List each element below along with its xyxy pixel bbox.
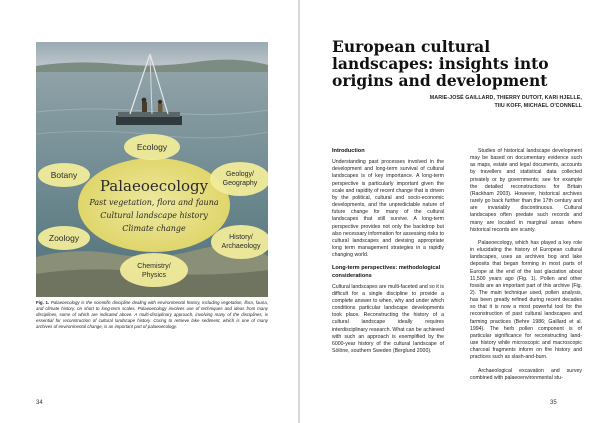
text-column-2	[470, 148, 582, 388]
paragraph: Understanding past processes involved in the development and long-term survival of cultural landscapes is of key importance. A long-term perspective is particularly important given the scale and rapidity of recent change that is driven by the political, cultural and socio-economic developments, and the unpredictable nature of future change for many of the cultural landscapes that still survive. A long-term perspective provides not only the backdrop but also necessary information for assessing risks to cultural landscapes and devising appropriate long term management strategies in a rapidly changing world.	[332, 159, 444, 259]
diagram-label-history: History/	[229, 234, 253, 241]
paragraph: Cultural landscapes are multi-faceted and so it is difficult for a single discipline to provide a complete answer to when, why and under which conditions particular landscape developments took place. Reconstructing the history of a cultural landscape ideally requires interdisciplinary research. What can be achieved with such an approach is exemplified by the 6000-year history of the cultural landscape of Sölöne, southern Sweden (Berglund 2000).	[332, 283, 444, 355]
diagram-label-geography: Geography	[222, 180, 258, 187]
authors-line-2: TIIU KOFF, MICHAEL O'CONNELL	[494, 103, 582, 109]
figure-caption-text: Palaeoecology is the scientific discipline dealing with environmental history, including vegetation, flora, fauna, and climate history, on short to long-term scales. Palaeoecology involves use of techniques and ideas from many disciplines, some of which are indicated above. A multi-disciplinary approach, involving many of the disciplines, is essential for reconstruction of cultural landscape history. Coring to retrieve lake sediment, which is one of many archives of environmental change, is an important part of palaeoecology.	[36, 300, 268, 330]
right-page	[300, 0, 600, 423]
section-heading-methodology: Long-term perspectives: methodological considerations	[332, 265, 441, 279]
paragraph: Archaeological excavation and survey combined with palaeoenvironmental stu-	[470, 367, 582, 381]
section-heading-introduction: Introduction	[332, 148, 365, 154]
authors	[382, 94, 582, 110]
diagram-center-title: Palaeoecology	[99, 177, 209, 195]
page-number-right: 35	[550, 400, 557, 406]
diagram-center-line-1: Past vegetation, flora and fauna	[89, 198, 219, 207]
diagram-label-botany: Botany	[50, 170, 78, 180]
paragraph: Palaeoecology, which has played a key role in elucidating the history of European cultural landscapes, uses as archives bog and lake deposits that began forming in most parts of Europe at the end of the last glaciation about 11,500 years ago (Fig. 1). Pollen and other fossils are an important part of this archive (Fig. 2). The main technique used, pollen analysis, has been greatly refined during recent decades so that it is now a most powerful tool for the reconstruction of past cultural landscapes and farming practices (Behre 1986; Gaillard et al. 1994). The herb pollen component is of particular significance for reconstructing land-use history while microscopic and macroscopic charcoal fragments inform on fire history and practices such as slash-and-burn.	[470, 239, 582, 361]
figure-caption	[36, 300, 268, 330]
diagram-label-zoology: Zoology	[48, 233, 80, 243]
diagram-label-ecology: Ecology	[136, 142, 168, 152]
figure-caption-label: Fig. 1.	[36, 300, 50, 305]
diagram-center-line-3: Climate change	[122, 224, 186, 233]
text-column-1	[332, 148, 444, 361]
authors-line-1: MARIE-JOSÉ GAILLARD, THIERRY DUTOIT, KARI HJELLE,	[429, 95, 582, 101]
diagram-label-archaeology: Archaeology	[221, 243, 261, 250]
paragraph: Studies of historical landscape development may be based on documentary evidence such as maps, estate and legal documents, accounts by travellers and statistical data collected privately or by governments; see for example the detailed reconstructions for Britain (Rackham 2003). However, historical archives rarely go back further than the 17th century and are invariably discontinuous. Cultural landscapes often predate such records and many are located in marginal areas where historical records are scanty.	[470, 148, 582, 233]
diagram-label-physics: Physics	[141, 272, 167, 279]
coring-photo-diagram	[36, 42, 268, 297]
left-page	[0, 0, 298, 423]
diagram-label-geology: Geology/	[225, 171, 255, 178]
article-title: European cultural landscapes: insights into origins and development	[332, 37, 549, 90]
diagram-label-chemistry: Chemistry/	[137, 263, 171, 270]
diagram-center-line-2: Cultural landscape history	[100, 211, 208, 220]
page-number-left: 34	[36, 400, 43, 406]
